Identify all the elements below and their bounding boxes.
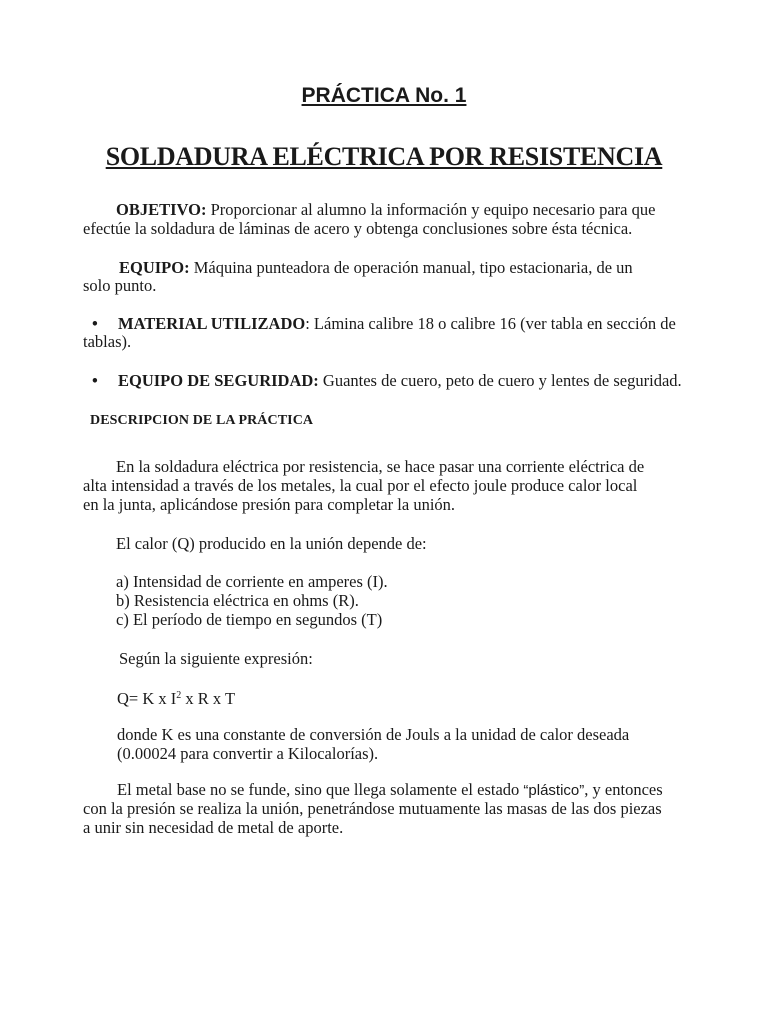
formula-right: x R x T [181, 689, 236, 708]
descripcion-heading: DESCRIPCION DE LA PRÁCTICA [90, 413, 314, 428]
list-item-a: a) Intensidad de corriente en amperes (I). [116, 572, 388, 591]
equipo-text-1: Máquina punteadora de operación manual, tipo estacionaria, de un [189, 258, 633, 277]
descripcion-p3: Según la siguiente expresión: [119, 649, 313, 668]
practice-number-heading: PRÁCTICA No. 1 [301, 84, 467, 107]
plastico-word: “plástico” [523, 782, 585, 799]
list-item-b: b) Resistencia eléctrica en ohms (R). [116, 591, 359, 610]
p5-text-a: El metal base no se funde, sino que llega solamente el estado [117, 780, 524, 799]
descripcion-p5-line-2: con la presión se realiza la unión, penetrándose mutuamente las masas de las dos piezas [83, 799, 662, 818]
descripcion-p4-line-2: (0.00024 para convertir a Kilocalorías). [117, 744, 379, 763]
material-line-1 [118, 314, 676, 334]
material-text-1: : Lámina calibre 18 o calibre 16 (ver tabla en sección de [305, 314, 676, 333]
formula-left: Q= K x I [117, 689, 177, 708]
formula-exponent: 2 [176, 690, 182, 701]
descripcion-p2: El calor (Q) producido en la unión depende de: [116, 534, 427, 553]
seguridad-text-1: Guantes de cuero, peto de cuero y lentes de seguridad. [318, 371, 682, 390]
descripcion-p1-line-2: alta intensidad a través de los metales, la cual por el efecto joule produce calor local [83, 476, 638, 495]
seguridad-line-1 [118, 371, 682, 391]
material-text-2: tablas). [83, 332, 132, 351]
descripcion-p5-line-3: a unir sin necesidad de metal de aporte. [83, 818, 344, 837]
descripcion-p1-line-3: en la junta, aplicándose presión para completar la unión. [83, 495, 456, 514]
equipo-text-2: solo punto. [83, 276, 157, 295]
descripcion-p1-line-1: En la soldadura eléctrica por resistencia, se hace pasar una corriente eléctrica de [116, 457, 645, 476]
heat-formula [117, 686, 235, 709]
objetivo-line-1 [116, 200, 655, 220]
seguridad-label: EQUIPO DE SEGURIDAD: [118, 371, 319, 390]
descripcion-p4-line-1: donde K es una constante de conversión de Jouls a la unidad de calor deseada [117, 725, 630, 744]
material-bullet: • [92, 314, 98, 333]
equipo-line-1 [119, 258, 633, 278]
p5-text-b: , y entonces [584, 780, 663, 799]
objetivo-label: OBJETIVO: [116, 200, 207, 219]
list-item-c: c) El período de tiempo en segundos (T) [116, 610, 383, 629]
document-title: SOLDADURA ELÉCTRICA POR RESISTENCIA [105, 142, 663, 171]
descripcion-p5-line-1 [117, 780, 663, 801]
seguridad-bullet: • [92, 371, 98, 390]
material-label: MATERIAL UTILIZADO [118, 314, 306, 333]
equipo-label: EQUIPO: [119, 258, 190, 277]
objetivo-text-2: efectúe la soldadura de láminas de acero y obtenga conclusiones sobre ésta técnica. [83, 219, 633, 238]
objetivo-text-1: Proporcionar al alumno la información y equipo necesario para que [206, 200, 656, 219]
